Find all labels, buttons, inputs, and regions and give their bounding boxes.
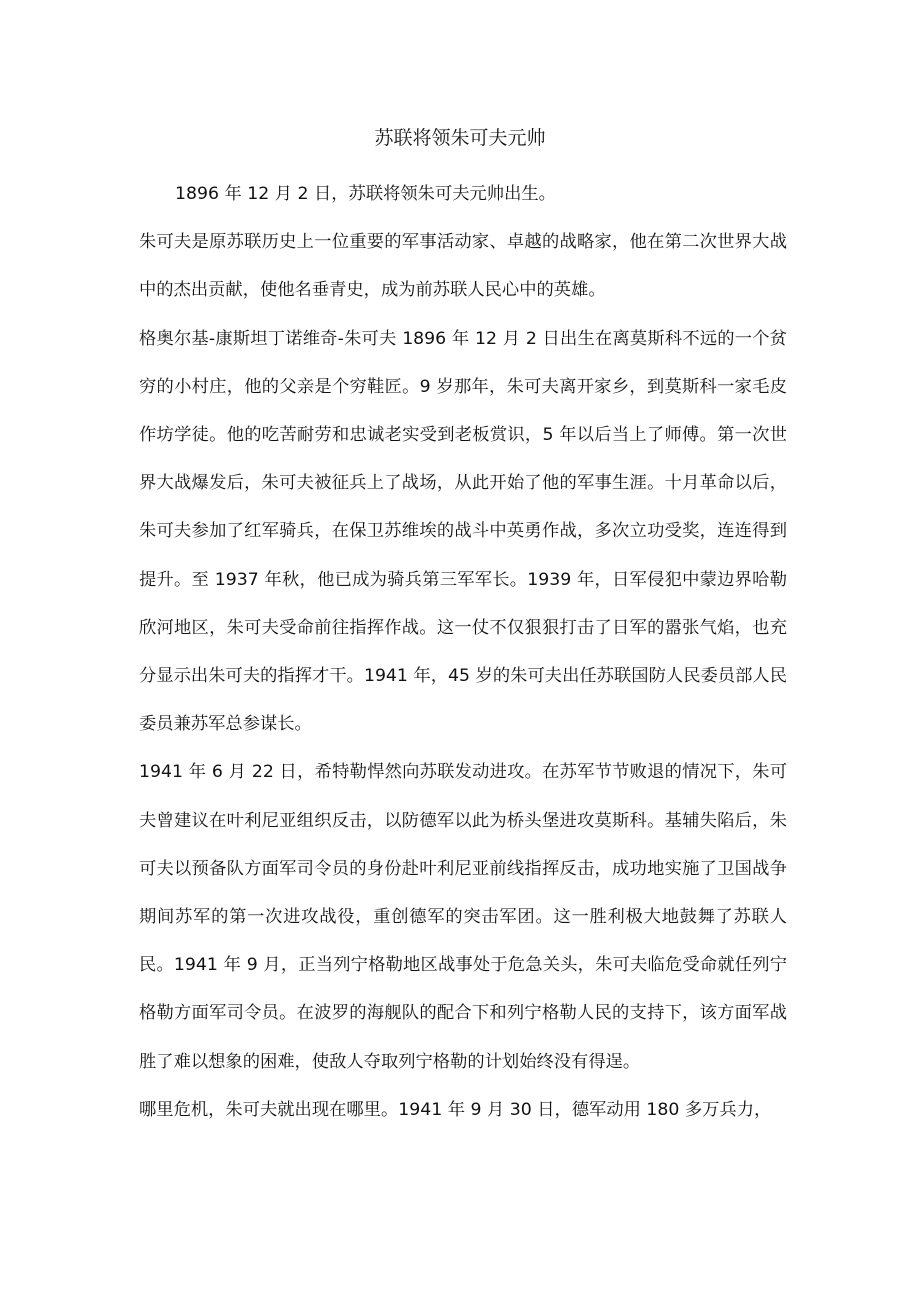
paragraph-intro: 朱可夫是原苏联历史上一位重要的军事活动家、卓越的战略家，他在第二次世界大战中的杰出贡献，使他名垂青史，成为前苏联人民心中的英雄。	[139, 232, 787, 301]
paragraph-war-1941: 1941 年 6 月 22 日，希特勒悍然向苏联发动进攻。在苏军节节败退的情况下，朱可夫曾建议在叶利尼亚组织反击，以防德军以此为桥头堡进攻莫斯科。基辅失陷后，朱可夫以预备队方面军司令员的身份赴叶利尼亚前线指挥反击，成功地实施了卫国战争期间苏军的第一次进攻战役，重创德军的突击军团。这一胜利极大地鼓舞了苏联人民。1941 年 9 月，正当列宁格勒地区战事处于危急关头，朱可夫临危受命就任列宁格勒方面军司令员。在波罗的海舰队的配合下和列宁格勒人民的支持下，该方面军战胜了难以想象的困难，使敌人夺取列宁格勒的计划始终没有得逞。	[139, 762, 787, 1072]
paragraph-birth-date: 1896 年 12 月 2 日，苏联将领朱可夫元帅出生。	[175, 184, 556, 204]
paragraph-crisis: 哪里危机，朱可夫就出现在哪里。1941 年 9 月 30 日，德军动用 180 多万兵力，	[139, 1099, 772, 1120]
document-body	[139, 170, 787, 1134]
paragraph-early-life: 格奥尔基-康斯坦丁诺维奇-朱可夫 1896 年 12 月 2 日出生在离莫斯科不远的一个贫穷的小村庄，他的父亲是个穷鞋匠。9 岁那年，朱可夫离开家乡，到莫斯科一家毛皮作坊学徒。他的吃苦耐劳和忠诚老实受到老板赏识，5 年以后当上了师傅。第一次世界大战爆发后，朱可夫被征兵上了战场，从此开始了他的军事生涯。十月革命以后，朱可夫参加了红军骑兵，在保卫苏维埃的战斗中英勇作战，多次立功受奖，连连得到提升。至 1937 年秋，他已成为骑兵第三军军长。1939 年，日军侵犯中蒙边界哈勒欣河地区，朱可夫受命前往指挥作战。这一仗不仅狠狠打击了日军的嚣张气焰，也充分显示出朱可夫的指挥才干。1941 年，45 岁的朱可夫出任苏联国防人民委员部人民委员兼苏军总参谋长。	[139, 328, 787, 735]
document-title: 苏联将领朱可夫元帅	[374, 127, 546, 149]
